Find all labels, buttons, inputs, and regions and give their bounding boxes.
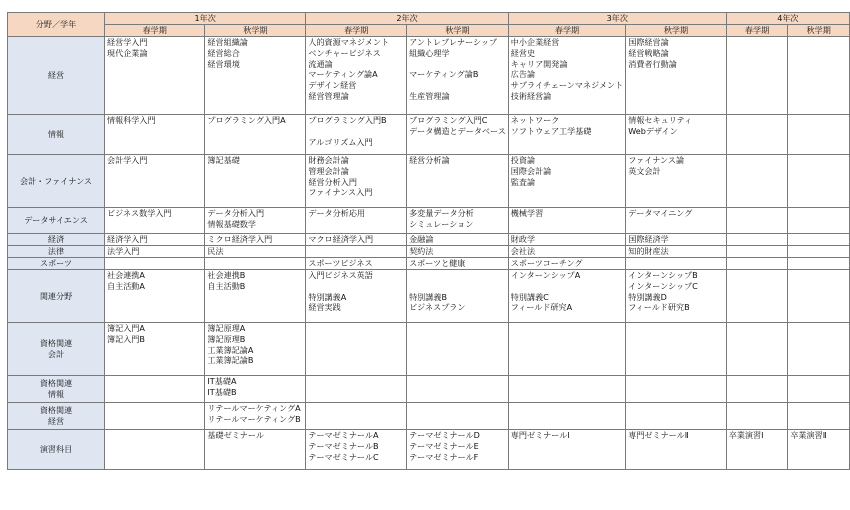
course-name: 投資論 bbox=[510, 155, 536, 165]
course-cell bbox=[407, 246, 509, 258]
category-cell bbox=[8, 376, 105, 403]
course-cell bbox=[788, 403, 850, 430]
course-name: 専門ゼミナールⅡ bbox=[628, 430, 689, 440]
course-cell bbox=[508, 430, 625, 470]
course-cell bbox=[306, 37, 407, 115]
course-cell bbox=[626, 270, 727, 323]
course-cell bbox=[788, 234, 850, 246]
course-name: 広告論 bbox=[510, 69, 536, 80]
course-name: 経営総合 bbox=[207, 47, 240, 58]
category-label: 法律 bbox=[47, 246, 65, 257]
category-cell bbox=[8, 323, 105, 376]
course-name: インターンシップA bbox=[510, 270, 581, 280]
category-cell bbox=[8, 258, 105, 270]
course-cell bbox=[626, 246, 727, 258]
course-cell bbox=[407, 270, 509, 323]
course-name: 専門ゼミナールⅠ bbox=[510, 430, 570, 440]
course-name: ベンチャービジネス bbox=[308, 47, 381, 58]
category-label: 情報 bbox=[47, 129, 65, 140]
course-name: 現代企業論 bbox=[107, 47, 148, 58]
category-label: 資格関連 bbox=[39, 405, 73, 416]
course-name: 経営組織論 bbox=[207, 37, 248, 47]
course-name bbox=[409, 80, 506, 91]
course-name: アントレプレナーシップ bbox=[409, 37, 498, 47]
course-cell bbox=[407, 208, 509, 234]
course-name: インターンシップC bbox=[628, 280, 698, 291]
course-cell bbox=[788, 376, 850, 403]
course-name: 簿記基礎 bbox=[207, 155, 240, 165]
course-name: 簿記原理B bbox=[207, 333, 246, 344]
course-cell bbox=[205, 234, 306, 246]
course-cell bbox=[726, 403, 788, 430]
course-cell bbox=[205, 155, 306, 208]
course-name: 社会連携A bbox=[107, 270, 145, 280]
category-label: 経営 bbox=[47, 70, 65, 81]
course-name: データマイニング bbox=[628, 208, 693, 218]
year-header: 1年次 bbox=[105, 13, 306, 25]
course-name: シミュレーション bbox=[409, 218, 474, 229]
course-name: 人的資源マネジメント bbox=[308, 37, 390, 47]
course-cell bbox=[205, 115, 306, 155]
course-name: マクロ経済学入門 bbox=[308, 234, 374, 244]
category-cell bbox=[8, 208, 105, 234]
course-name: 特別講義D bbox=[628, 291, 667, 302]
course-name: 経営学入門 bbox=[107, 37, 148, 47]
course-name: テーマゼミナールD bbox=[409, 430, 480, 440]
course-cell bbox=[205, 270, 306, 323]
course-name: アルゴリズム入門 bbox=[308, 136, 373, 147]
course-name: 社会連携B bbox=[207, 270, 246, 280]
course-cell bbox=[508, 115, 625, 155]
course-name: キャリア開発論 bbox=[510, 58, 568, 69]
course-name: 管理会計論 bbox=[308, 165, 349, 176]
course-cell bbox=[407, 115, 509, 155]
course-cell bbox=[105, 376, 205, 403]
course-name: IT基礎B bbox=[207, 386, 237, 397]
course-cell bbox=[788, 323, 850, 376]
course-name: 経済学入門 bbox=[107, 234, 148, 244]
course-name: Webデザイン bbox=[628, 125, 678, 136]
course-cell bbox=[626, 258, 727, 270]
course-cell bbox=[626, 430, 727, 470]
course-cell bbox=[306, 234, 407, 246]
course-cell bbox=[508, 376, 625, 403]
course-cell bbox=[105, 403, 205, 430]
term-header: 秋学期 bbox=[788, 25, 850, 37]
course-cell bbox=[105, 155, 205, 208]
course-cell bbox=[407, 323, 509, 376]
course-cell bbox=[726, 155, 788, 208]
course-cell bbox=[205, 246, 306, 258]
table-row bbox=[8, 403, 850, 430]
course-name: フィールド研究B bbox=[628, 302, 690, 313]
course-name: ファイナンス論 bbox=[628, 155, 685, 165]
course-cell bbox=[726, 258, 788, 270]
course-name: スポーツビジネス bbox=[308, 258, 373, 268]
course-cell bbox=[306, 246, 407, 258]
course-cell bbox=[205, 376, 306, 403]
course-name: 基礎ゼミナール bbox=[207, 430, 264, 440]
course-cell bbox=[726, 234, 788, 246]
course-cell bbox=[726, 323, 788, 376]
course-cell bbox=[508, 208, 625, 234]
course-name: 中小企業経営 bbox=[510, 37, 560, 47]
category-label: 会計 bbox=[47, 349, 65, 359]
table-row bbox=[8, 234, 850, 246]
category-label: 演習科目 bbox=[39, 444, 73, 455]
course-name bbox=[308, 126, 404, 137]
course-cell bbox=[306, 430, 407, 470]
course-name: 流通論 bbox=[308, 58, 333, 69]
course-cell bbox=[306, 403, 407, 430]
course-name: 卒業演習Ⅱ bbox=[790, 430, 827, 440]
course-cell bbox=[626, 234, 727, 246]
course-name: テーマゼミナールE bbox=[409, 440, 479, 451]
course-name: ファイナンス入門 bbox=[308, 187, 373, 198]
course-name: 契約法 bbox=[409, 246, 434, 256]
category-cell bbox=[8, 270, 105, 323]
course-cell bbox=[508, 234, 625, 246]
course-name: 財務会計論 bbox=[308, 155, 349, 165]
table-row bbox=[8, 270, 850, 323]
term-header: 春学期 bbox=[508, 25, 625, 37]
course-name: スポーツコーチング bbox=[510, 258, 583, 268]
course-cell bbox=[788, 430, 850, 470]
category-cell bbox=[8, 430, 105, 470]
year-header: 3年次 bbox=[508, 13, 726, 25]
course-cell bbox=[407, 155, 509, 208]
course-cell bbox=[205, 323, 306, 376]
course-cell bbox=[205, 403, 306, 430]
course-name: 会計学入門 bbox=[107, 155, 148, 165]
table-row bbox=[8, 258, 850, 270]
course-name: 経営戦略論 bbox=[628, 47, 669, 58]
category-label: スポーツ bbox=[39, 258, 73, 269]
course-name: 英文会計 bbox=[628, 165, 661, 176]
course-cell bbox=[306, 258, 407, 270]
course-name: テーマゼミナールA bbox=[308, 430, 379, 440]
term-header: 春学期 bbox=[306, 25, 407, 37]
course-cell bbox=[508, 270, 625, 323]
course-name: 多変量データ分析 bbox=[409, 208, 474, 218]
course-name: リテールマーケティングA bbox=[207, 403, 301, 413]
course-name: テーマゼミナールB bbox=[308, 440, 379, 451]
course-name: 特別講義A bbox=[308, 291, 347, 302]
category-label: 情報 bbox=[47, 389, 65, 399]
course-cell bbox=[306, 323, 407, 376]
course-name bbox=[308, 281, 404, 292]
course-cell bbox=[105, 115, 205, 155]
course-name: 国際会計論 bbox=[510, 165, 552, 176]
course-name: 情報セキュリティ bbox=[628, 115, 693, 125]
course-cell bbox=[306, 376, 407, 403]
course-name: 経営環境 bbox=[207, 58, 240, 69]
category-cell bbox=[8, 234, 105, 246]
category-cell bbox=[8, 37, 105, 115]
category-label: 資格関連 bbox=[39, 338, 73, 349]
term-header: 秋学期 bbox=[205, 25, 306, 37]
course-name: マーケティング論A bbox=[308, 69, 378, 80]
table-row bbox=[8, 208, 850, 234]
table-row bbox=[8, 246, 850, 258]
course-name: プログラミング入門A bbox=[207, 115, 286, 125]
course-name: マーケティング論B bbox=[409, 69, 479, 80]
course-name: 民法 bbox=[207, 246, 224, 256]
course-cell bbox=[726, 208, 788, 234]
course-cell bbox=[626, 376, 727, 403]
category-cell bbox=[8, 115, 105, 155]
category-cell bbox=[8, 403, 105, 430]
term-header: 秋学期 bbox=[626, 25, 727, 37]
course-name: フィールド研究A bbox=[510, 302, 573, 313]
term-header: 秋学期 bbox=[407, 25, 509, 37]
course-cell bbox=[407, 403, 509, 430]
course-name: ミクロ経済学入門 bbox=[207, 234, 273, 244]
course-name: 入門ビジネス英語 bbox=[308, 270, 373, 280]
course-cell bbox=[205, 208, 306, 234]
course-cell bbox=[788, 37, 850, 115]
course-cell bbox=[788, 270, 850, 323]
course-cell bbox=[788, 258, 850, 270]
course-cell bbox=[508, 246, 625, 258]
course-cell bbox=[788, 246, 850, 258]
table-row bbox=[8, 155, 850, 208]
course-cell bbox=[788, 208, 850, 234]
course-name: 国際経済学 bbox=[628, 234, 669, 244]
course-cell bbox=[407, 258, 509, 270]
course-name: 簿記入門A bbox=[107, 323, 145, 333]
course-cell bbox=[726, 376, 788, 403]
course-name bbox=[409, 59, 506, 70]
course-cell bbox=[105, 323, 205, 376]
course-cell bbox=[626, 115, 727, 155]
course-cell bbox=[788, 115, 850, 155]
course-cell bbox=[105, 246, 205, 258]
course-cell bbox=[726, 246, 788, 258]
course-cell bbox=[788, 155, 850, 208]
course-name: 国際経営論 bbox=[628, 37, 669, 47]
table-row bbox=[8, 115, 850, 155]
course-name: 経営分析論 bbox=[409, 155, 450, 165]
course-cell bbox=[105, 258, 205, 270]
course-name: 金融論 bbox=[409, 234, 434, 244]
course-name: 生産管理論 bbox=[409, 90, 450, 101]
course-cell bbox=[306, 155, 407, 208]
course-name: IT基礎A bbox=[207, 376, 237, 386]
curriculum-table bbox=[7, 12, 850, 470]
course-cell bbox=[407, 37, 509, 115]
course-cell bbox=[105, 270, 205, 323]
course-name: 工業簿記論A bbox=[207, 344, 254, 355]
course-cell bbox=[306, 115, 407, 155]
category-label: 経営 bbox=[47, 416, 65, 426]
course-name: データ分析応用 bbox=[308, 208, 366, 218]
curriculum-body bbox=[8, 37, 850, 470]
course-name: 特別講義B bbox=[409, 291, 447, 302]
course-cell bbox=[508, 155, 625, 208]
course-name: 経営分析入門 bbox=[308, 176, 357, 187]
course-name: 会社法 bbox=[510, 246, 536, 256]
course-name: テーマゼミナールF bbox=[409, 451, 479, 462]
course-name: 機械学習 bbox=[510, 208, 544, 218]
course-name: 工業簿記論B bbox=[207, 355, 254, 366]
category-label: データサイエンス bbox=[24, 215, 88, 226]
course-cell bbox=[726, 430, 788, 470]
table-row bbox=[8, 323, 850, 376]
course-cell bbox=[626, 155, 727, 208]
course-name: 特別講義C bbox=[510, 291, 549, 302]
course-name: 知的財産法 bbox=[628, 246, 669, 256]
category-cell bbox=[8, 155, 105, 208]
course-cell bbox=[306, 208, 407, 234]
course-name: リテールマーケティングB bbox=[207, 413, 301, 424]
course-name: 経営史 bbox=[510, 47, 536, 58]
course-cell bbox=[205, 37, 306, 115]
course-name: 技術経営論 bbox=[510, 90, 552, 101]
course-cell bbox=[105, 208, 205, 234]
course-name: 情報基礎数学 bbox=[207, 218, 256, 229]
term-header-row bbox=[8, 25, 850, 37]
course-name bbox=[511, 281, 623, 292]
course-cell bbox=[626, 37, 727, 115]
course-cell bbox=[626, 208, 727, 234]
course-name bbox=[409, 281, 506, 292]
course-cell bbox=[105, 234, 205, 246]
course-name: 卒業演習Ⅰ bbox=[728, 430, 764, 440]
course-name: スポーツと健康 bbox=[409, 258, 466, 268]
course-name: サプライチェーンマネジメント bbox=[510, 80, 624, 91]
course-name: 簿記入門B bbox=[107, 333, 145, 344]
corner-header: 分野／学年 bbox=[8, 13, 105, 37]
course-name: ビジネス数学入門 bbox=[107, 208, 172, 218]
course-name: 簿記原理A bbox=[207, 323, 246, 333]
table-row bbox=[8, 430, 850, 470]
category-label: 会計・ファイナンス bbox=[19, 175, 93, 186]
year-header: 4年次 bbox=[726, 13, 849, 25]
category-cell bbox=[8, 246, 105, 258]
course-name: ネットワーク bbox=[510, 115, 560, 125]
course-cell bbox=[407, 430, 509, 470]
course-cell bbox=[726, 270, 788, 323]
course-name: 監査論 bbox=[510, 176, 536, 187]
course-name: データ構造とデータベース bbox=[409, 125, 506, 136]
course-name: テーマゼミナールC bbox=[308, 451, 379, 462]
course-name: プログラミング入門B bbox=[308, 115, 387, 125]
course-name: ビジネスプラン bbox=[409, 302, 466, 313]
year-header-row bbox=[8, 13, 850, 25]
term-header: 春学期 bbox=[726, 25, 788, 37]
course-cell bbox=[508, 323, 625, 376]
table-row bbox=[8, 376, 850, 403]
course-cell bbox=[105, 430, 205, 470]
course-name: ソフトウェア工学基礎 bbox=[510, 125, 592, 136]
course-cell bbox=[407, 234, 509, 246]
year-header: 2年次 bbox=[306, 13, 508, 25]
category-label: 関連分野 bbox=[39, 290, 73, 301]
course-name bbox=[409, 270, 506, 281]
course-name: プログラミング入門C bbox=[409, 115, 488, 125]
course-cell bbox=[508, 37, 625, 115]
course-cell bbox=[508, 403, 625, 430]
course-name: 自主活動A bbox=[107, 280, 145, 291]
course-name: 財政学 bbox=[510, 234, 536, 244]
course-name: 経営実践 bbox=[308, 302, 341, 313]
table-row bbox=[8, 37, 850, 115]
course-name: データ分析入門 bbox=[207, 208, 265, 218]
course-name: 情報科学入門 bbox=[107, 115, 156, 125]
course-cell bbox=[726, 37, 788, 115]
course-cell bbox=[306, 270, 407, 323]
course-cell bbox=[626, 323, 727, 376]
course-name: 経営管理論 bbox=[308, 90, 349, 101]
course-cell bbox=[105, 37, 205, 115]
course-name: 消費者行動論 bbox=[628, 58, 677, 69]
term-header: 春学期 bbox=[105, 25, 205, 37]
course-cell bbox=[205, 258, 306, 270]
course-cell bbox=[205, 430, 306, 470]
category-label: 経済 bbox=[47, 234, 65, 245]
course-name: インターンシップB bbox=[628, 270, 698, 280]
course-name: 法学入門 bbox=[107, 246, 140, 256]
course-name: 組織心理学 bbox=[409, 47, 450, 58]
course-cell bbox=[407, 376, 509, 403]
course-cell bbox=[726, 115, 788, 155]
category-label: 資格関連 bbox=[39, 378, 73, 389]
course-cell bbox=[626, 403, 727, 430]
course-name: 自主活動B bbox=[207, 280, 246, 291]
course-cell bbox=[508, 258, 625, 270]
course-name: デザイン経営 bbox=[308, 80, 357, 91]
